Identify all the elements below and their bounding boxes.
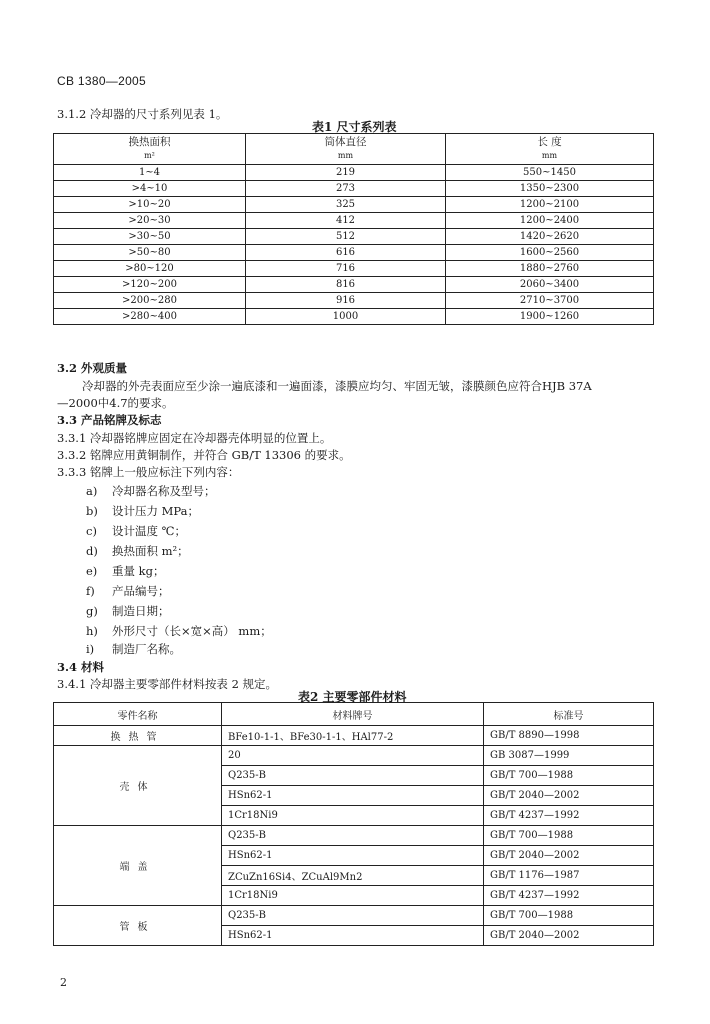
list-text: 产品编号； bbox=[112, 584, 170, 598]
standard-cell: GB/T 2040—2002 bbox=[484, 926, 654, 946]
table-row bbox=[54, 277, 654, 293]
table-cell: 412 bbox=[246, 213, 446, 229]
table-cell: 1200~2100 bbox=[446, 197, 654, 213]
table-row bbox=[54, 245, 654, 261]
table-cell: 325 bbox=[246, 197, 446, 213]
table-cell: 1200~2400 bbox=[446, 213, 654, 229]
section-3-2-title: 3.2 外观质量 bbox=[57, 361, 128, 375]
material-cell: HSn62-1 bbox=[222, 846, 484, 866]
standard-cell: GB/T 2040—2002 bbox=[484, 786, 654, 806]
section-3-4-1: 3.4.1 冷却器主要零部件材料按表 2 规定。 bbox=[57, 677, 278, 691]
section-3-1-2: 3.1.2 冷却器的尺寸系列见表 1。 bbox=[57, 107, 228, 121]
section-3-4-title: 3.4 材料 bbox=[57, 660, 105, 674]
table-row bbox=[54, 181, 654, 197]
table-cell: >200~280 bbox=[54, 293, 246, 309]
table-row bbox=[54, 826, 654, 846]
part-name-cell: 壳体 bbox=[54, 746, 222, 826]
table-cell: 616 bbox=[246, 245, 446, 261]
header-cell-standard: 标准号 bbox=[484, 703, 654, 726]
material-cell: Q235-B bbox=[222, 906, 484, 926]
list-label: d) bbox=[86, 544, 98, 558]
table-cell: 1000 bbox=[246, 309, 446, 325]
header-unit: m² bbox=[144, 151, 155, 160]
material-cell: ZCuZn16Si4、ZCuAl9Mn2 bbox=[222, 866, 484, 886]
list-item bbox=[86, 641, 181, 657]
list-text: 冷却器名称及型号； bbox=[112, 484, 216, 498]
table-row bbox=[54, 213, 654, 229]
list-item bbox=[86, 563, 165, 579]
header-unit: mm bbox=[541, 151, 558, 160]
page-number: 2 bbox=[60, 976, 67, 989]
header-label: 筒体直径 bbox=[324, 136, 367, 148]
list-item bbox=[86, 583, 170, 599]
table-cell: >30~50 bbox=[54, 229, 246, 245]
standard-cell: GB/T 8890—1998 bbox=[484, 726, 654, 746]
table-cell: 1600~2560 bbox=[446, 245, 654, 261]
table-header-row bbox=[54, 134, 654, 165]
list-label: b) bbox=[86, 504, 98, 518]
document-header: CB 1380—2005 bbox=[57, 74, 146, 88]
list-text: 制造厂名称。 bbox=[112, 642, 181, 656]
list-label: h) bbox=[86, 624, 98, 638]
table-row bbox=[54, 309, 654, 325]
section-3-3-2: 3.3.2 铭牌应用黄铜制作，并符合 GB/T 13306 的要求。 bbox=[57, 448, 351, 462]
list-label: g) bbox=[86, 604, 98, 618]
standard-cell: GB/T 700—1988 bbox=[484, 826, 654, 846]
material-cell: 1Cr18Ni9 bbox=[222, 806, 484, 826]
header-label: 换热面积 bbox=[128, 136, 171, 148]
table-cell: 816 bbox=[246, 277, 446, 293]
header-label: 长 度 bbox=[537, 136, 562, 148]
table2-caption: 表2 主要零部件材料 bbox=[298, 690, 407, 704]
material-cell: 20 bbox=[222, 746, 484, 766]
table-cell: >10~20 bbox=[54, 197, 246, 213]
list-text: 设计压力 MPa； bbox=[112, 504, 200, 518]
standard-cell: GB/T 700—1988 bbox=[484, 766, 654, 786]
list-label: c) bbox=[86, 524, 97, 538]
table-cell: 219 bbox=[246, 165, 446, 181]
section-3-3-title: 3.3 产品铭牌及标志 bbox=[57, 413, 162, 427]
table-cell: 1420~2620 bbox=[446, 229, 654, 245]
list-item bbox=[86, 623, 272, 639]
table-cell: >4~10 bbox=[54, 181, 246, 197]
header-cell-area bbox=[54, 134, 246, 165]
table-row bbox=[54, 261, 654, 277]
material-cell: 1Cr18Ni9 bbox=[222, 886, 484, 906]
section-3-3-1: 3.3.1 冷却器铭牌应固定在冷却器壳体明显的位置上。 bbox=[57, 431, 332, 445]
table-cell: 716 bbox=[246, 261, 446, 277]
table-row bbox=[54, 293, 654, 309]
material-cell: BFe10-1-1、BFe30-1-1、HAl77-2 bbox=[222, 726, 484, 746]
standard-cell: GB/T 2040—2002 bbox=[484, 846, 654, 866]
table-row bbox=[54, 197, 654, 213]
table-cell: 512 bbox=[246, 229, 446, 245]
section-3-2-body-line2: —2000中4.7的要求。 bbox=[57, 396, 174, 410]
header-cell-length bbox=[446, 134, 654, 165]
list-label: f) bbox=[86, 584, 95, 598]
list-label: a) bbox=[86, 484, 98, 498]
section-3-3-3: 3.3.3 铭牌上一般应标注下列内容： bbox=[57, 465, 240, 479]
table-cell: >80~120 bbox=[54, 261, 246, 277]
list-item bbox=[86, 603, 170, 619]
header-cell-material: 材料牌号 bbox=[222, 703, 484, 726]
standard-cell: GB/T 4237—1992 bbox=[484, 886, 654, 906]
table-row bbox=[54, 229, 654, 245]
table-cell: 550~1450 bbox=[446, 165, 654, 181]
table-cell: >20~30 bbox=[54, 213, 246, 229]
material-cell: Q235-B bbox=[222, 766, 484, 786]
table-cell: 1350~2300 bbox=[446, 181, 654, 197]
table-cell: 273 bbox=[246, 181, 446, 197]
table-cell: 2060~3400 bbox=[446, 277, 654, 293]
section-3-2-body-line1: 冷却器的外壳表面应至少涂一遍底漆和一遍面漆，漆膜应均匀、牢固无皱，漆膜颜色应符合HJB 37A bbox=[82, 379, 592, 393]
table-cell: >280~400 bbox=[54, 309, 246, 325]
list-label: i) bbox=[86, 642, 95, 656]
table-header-row bbox=[54, 703, 654, 726]
table-row bbox=[54, 746, 654, 766]
part-name-cell: 管板 bbox=[54, 906, 222, 946]
header-cell-diameter bbox=[246, 134, 446, 165]
list-item bbox=[86, 523, 186, 539]
table-row bbox=[54, 906, 654, 926]
standard-cell: GB/T 700—1988 bbox=[484, 906, 654, 926]
standard-cell: GB/T 4237—1992 bbox=[484, 806, 654, 826]
standard-cell: GB 3087—1999 bbox=[484, 746, 654, 766]
size-series-table bbox=[53, 133, 654, 325]
list-item bbox=[86, 483, 216, 499]
list-text: 换热面积 m²； bbox=[112, 544, 189, 558]
list-text: 重量 kg； bbox=[112, 564, 165, 578]
table1-caption: 表1 尺寸系列表 bbox=[312, 120, 397, 134]
part-name-cell: 换热管 bbox=[54, 726, 222, 746]
list-label: e) bbox=[86, 564, 98, 578]
table-row bbox=[54, 165, 654, 181]
header-unit: mm bbox=[337, 151, 354, 160]
material-cell: Q235-B bbox=[222, 826, 484, 846]
header-cell-part: 零件名称 bbox=[54, 703, 222, 726]
list-text: 制造日期； bbox=[112, 604, 170, 618]
table-cell: 1880~2760 bbox=[446, 261, 654, 277]
list-item bbox=[86, 503, 199, 519]
material-cell: HSn62-1 bbox=[222, 786, 484, 806]
table-cell: 916 bbox=[246, 293, 446, 309]
table-cell: >120~200 bbox=[54, 277, 246, 293]
table-cell: 1900~1260 bbox=[446, 309, 654, 325]
materials-table bbox=[53, 702, 654, 946]
table-row bbox=[54, 726, 654, 746]
list-text: 外形尺寸（长×宽×高） mm； bbox=[112, 624, 272, 638]
part-name-cell: 端盖 bbox=[54, 826, 222, 906]
list-text: 设计温度 ℃； bbox=[112, 524, 187, 538]
table-cell: 2710~3700 bbox=[446, 293, 654, 309]
material-cell: HSn62-1 bbox=[222, 926, 484, 946]
list-item bbox=[86, 543, 189, 559]
table-cell: 1~4 bbox=[54, 165, 246, 181]
standard-cell: GB/T 1176—1987 bbox=[484, 866, 654, 886]
table-cell: >50~80 bbox=[54, 245, 246, 261]
